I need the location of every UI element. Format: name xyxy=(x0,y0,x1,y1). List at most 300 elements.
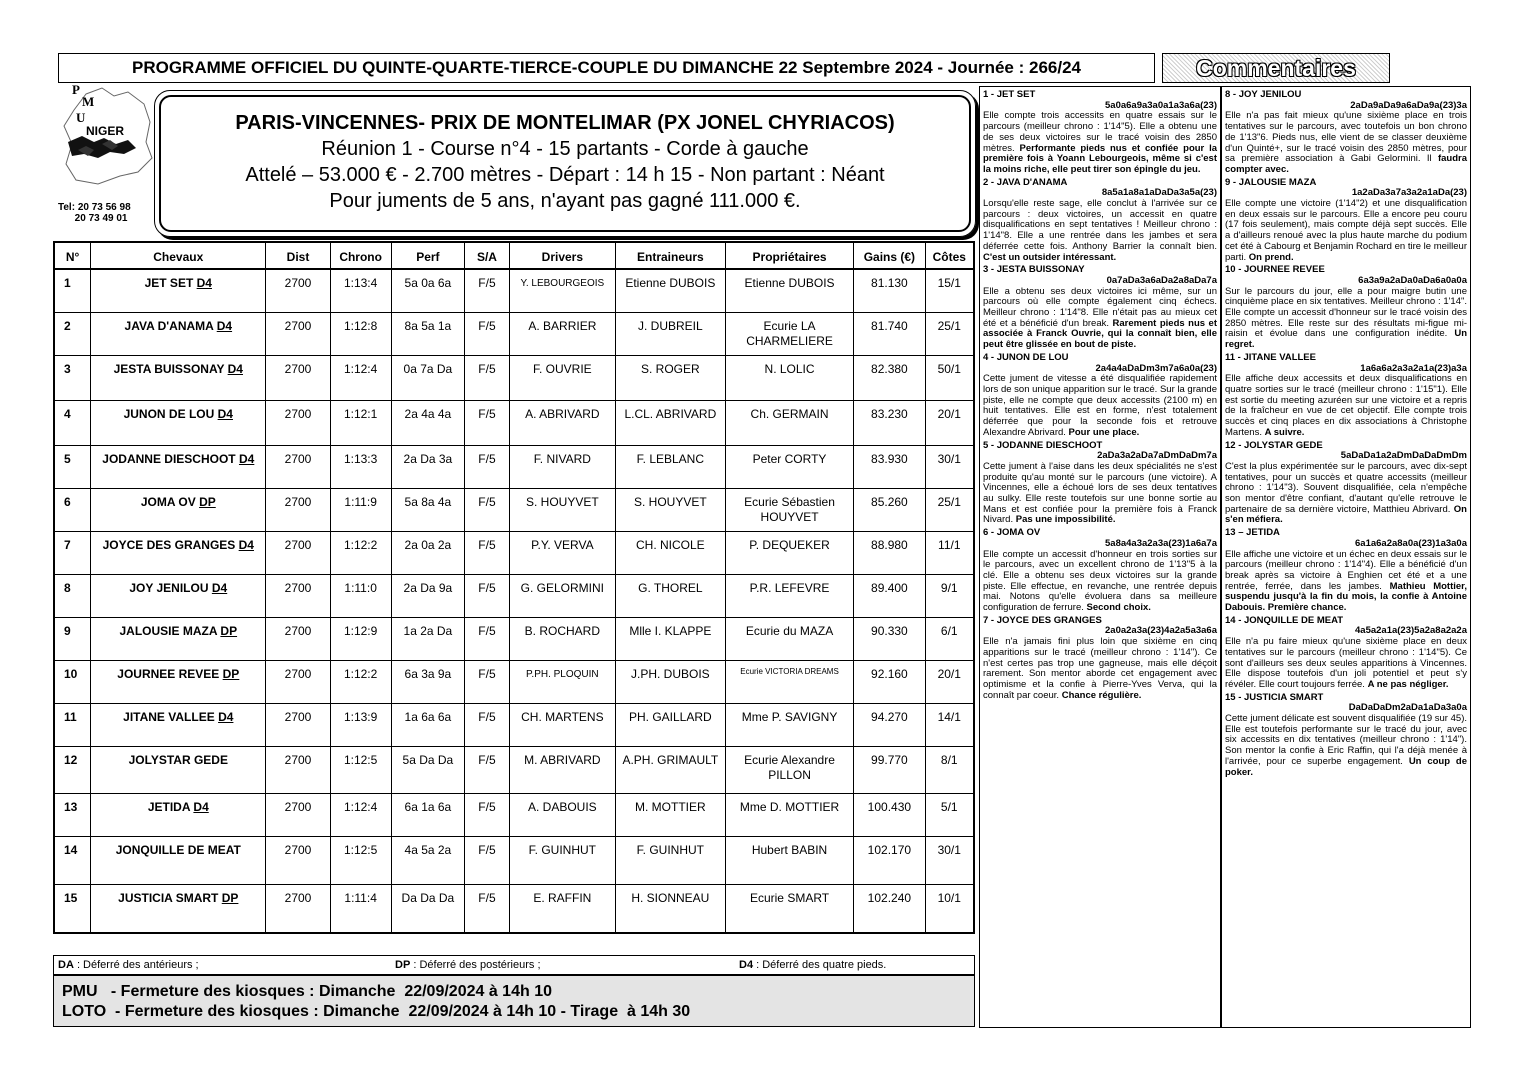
race-eligibility: Pour juments de 5 ans, n'ayant pas gagné 111.000 €. xyxy=(329,190,801,212)
horse-name-text: JITANE VALLEE xyxy=(123,710,215,724)
driver: A. BARRIER xyxy=(509,313,615,356)
horse-name xyxy=(91,446,266,489)
comment-horse-title: 11 - JITANE VALLEE xyxy=(1225,351,1316,363)
comment-horse-title: 3 - JESTA BUISSONAY xyxy=(983,264,1085,276)
horse-name xyxy=(91,837,266,885)
performance: 5a Da Da xyxy=(391,747,464,794)
earnings: 100.430 xyxy=(854,794,925,837)
horse-name xyxy=(91,661,266,704)
header-horses: Chevaux xyxy=(91,242,266,269)
performance: 5a 0a 6a xyxy=(391,269,464,313)
distance: 2700 xyxy=(266,661,330,704)
race-info-box xyxy=(154,90,976,237)
comment-verdict: faudra compter avec. xyxy=(1225,153,1467,175)
comment-entry xyxy=(983,616,1217,702)
comment-body: Cette jument de vitesse a été disqualifiée rapidement lors de son unique apparition sur le tracé. Sur la grande piste, elle ne compte que deux accessits (2100 m) en huit tentatives. Elle est en forme, n'est totalement déferrée que pour la seconde fois et retrouve Alexandre Abrivard. xyxy=(983,373,1217,438)
trainer: H. SIONNEAU xyxy=(615,885,725,933)
comment-body: Cette jument à l'aise dans les deux spécialités ne s'est produite qu'au monté sur le parcours (une victoire). A Vincennes, elle a échoué lors de ses deux tentatives au sulky. Elle reste toutefois sur une bonne sortie au Mans et est confiée pour la première fois à Franck Nivard. xyxy=(983,460,1217,526)
table-row xyxy=(54,661,974,704)
header-drivers: Drivers xyxy=(509,242,615,269)
odds: 20/1 xyxy=(925,661,974,704)
runner-number: 6 xyxy=(54,489,91,532)
horse-name xyxy=(91,794,266,837)
earnings: 92.160 xyxy=(854,661,925,704)
driver: F. GUINHUT xyxy=(509,837,615,885)
header-chrono: Chrono xyxy=(330,242,391,269)
comment-horse-title: 15 - JUSTICIA SMART xyxy=(1225,691,1324,703)
distance: 2700 xyxy=(266,401,330,446)
comment-body: Elle compte trois accessits en quatre essais sur le parcours (meilleur chrono : 1'14"5). Elle a obtenu une de ses deux victoires sur le tracé voisin des 2850 mètres. xyxy=(983,110,1217,154)
table-row xyxy=(54,401,974,446)
comment-form-code: 1a6a6a2a3a2a1a(23)a3a xyxy=(1360,362,1467,374)
comment-form-code: DaDaDaDm2aDa1aDa3a0a xyxy=(1348,702,1467,714)
sex-age: F/5 xyxy=(465,356,510,401)
shoeing-code: D4 xyxy=(227,362,243,376)
sex-age: F/5 xyxy=(465,618,510,661)
runner-number: 4 xyxy=(54,401,91,446)
driver: F. NIVARD xyxy=(509,446,615,489)
odds: 25/1 xyxy=(925,313,974,356)
table-row xyxy=(54,885,974,933)
comment-verdict: A ne pas négliger. xyxy=(1367,678,1449,690)
comment-verdict: A suivre. xyxy=(1264,426,1305,438)
sex-age: F/5 xyxy=(465,446,510,489)
earnings: 82.380 xyxy=(854,356,925,401)
distance: 2700 xyxy=(266,269,330,313)
chrono: 1:12:2 xyxy=(330,532,391,575)
comment-form-code: 2a4a4aDaDm3m7a6a0a(23) xyxy=(1095,362,1217,374)
horse-name-text: JODANNE DIESCHOOT xyxy=(102,452,236,466)
comment-verdict: On s'en méfiera. xyxy=(1225,503,1467,526)
header-sex-age: S/A xyxy=(465,242,510,269)
sex-age: F/5 xyxy=(465,661,510,704)
odds: 15/1 xyxy=(925,269,974,313)
runner-number: 10 xyxy=(54,661,91,704)
table-row xyxy=(54,269,974,313)
race-conditions: Attelé – 53.000 € - 2.700 mètres - Départ : 14 h 15 - Non partant : Néant xyxy=(245,164,885,186)
sex-age: F/5 xyxy=(465,532,510,575)
distance: 2700 xyxy=(266,704,330,747)
driver: Y. LEBOURGEOIS xyxy=(509,269,615,313)
sex-age: F/5 xyxy=(465,704,510,747)
comment-form-code: 4a5a2a1a(23)5a2a8a2a2a xyxy=(1355,625,1467,637)
comment-verdict: Pour une place. xyxy=(1068,426,1140,438)
comment-text xyxy=(983,111,1217,175)
comments-title: Commentaires xyxy=(1162,53,1390,83)
trainer: S. HOUYVET xyxy=(615,489,725,532)
logo-letter-u: U xyxy=(76,110,86,125)
comment-text xyxy=(1225,637,1467,691)
header-number: N° xyxy=(54,242,91,269)
trainer: J.PH. DUBOIS xyxy=(615,661,725,704)
horse-name xyxy=(91,356,266,401)
chrono: 1:12:4 xyxy=(330,356,391,401)
comment-form-code: 5aDaDa1a2aDmDaDaDmDm xyxy=(1340,450,1467,462)
comment-entry xyxy=(983,90,1217,176)
runner-number: 5 xyxy=(54,446,91,489)
owner: Ecurie Sébastien HOUYVET xyxy=(725,489,853,532)
trainer: F. GUINHUT xyxy=(615,837,725,885)
legend-da: DA : Déferré des antérieurs ; xyxy=(58,959,199,971)
horse-name xyxy=(91,747,266,794)
odds: 25/1 xyxy=(925,489,974,532)
performance: 1a 2a Da xyxy=(391,618,464,661)
performance: 2a 4a 4a xyxy=(391,401,464,446)
horse-name-text: JAVA D'ANAMA xyxy=(124,319,214,333)
runner-number: 12 xyxy=(54,747,91,794)
comments-column-left xyxy=(979,86,1221,1028)
sex-age: F/5 xyxy=(465,885,510,933)
runner-number: 13 xyxy=(54,794,91,837)
shoeing-code: D4 xyxy=(238,452,255,466)
owner: Hubert BABIN xyxy=(725,837,853,885)
comment-horse-title: 14 - JONQUILLE DE MEAT xyxy=(1225,614,1344,626)
odds: 9/1 xyxy=(925,575,974,618)
comment-entry xyxy=(1225,353,1467,439)
earnings: 99.770 xyxy=(854,747,925,794)
comment-horse-title: 7 - JOYCE DES GRANGES xyxy=(983,614,1102,626)
comment-text xyxy=(1225,199,1467,263)
performance: 4a 5a 2a xyxy=(391,837,464,885)
chrono: 1:11:9 xyxy=(330,489,391,532)
legend-d4: D4 : Déferré des quatre pieds. xyxy=(739,959,887,971)
chrono: 1:11:4 xyxy=(330,885,391,933)
horse-name xyxy=(91,885,266,933)
horse-name xyxy=(91,489,266,532)
horse-name-text: JUSTICIA SMART xyxy=(118,891,219,905)
header-owners: Propriétaires xyxy=(725,242,853,269)
comment-form-code: 1a2aDa3a7a3a2a1aDa(23) xyxy=(1351,187,1467,199)
comment-horse-title: 1 - JET SET xyxy=(983,89,1036,100)
pmu-niger-logo xyxy=(58,82,154,224)
earnings: 85.260 xyxy=(854,489,925,532)
sex-age: F/5 xyxy=(465,794,510,837)
comment-entry xyxy=(983,265,1217,351)
comment-body: Elle compte une victoire (1'14"2) et une disqualification en deux essais sur le parcours. Elle a encore peu couru (17 fois seulement), mais compte déjà sept succès. Elle a d'ailleurs renoué avec la plus haute marche du podium cet été à Cabourg et Benjamin Rochard en tire le meilleur parti. xyxy=(1225,198,1467,263)
comment-verdict: Pas une impossibilité. xyxy=(1015,514,1116,526)
comment-body: C'est la plus expérimentée sur le parcours, avec dix-sept tentatives, pour un succès et quatre accessits (meilleur chrono : 1'14"3). Souvent disqualifiée, cela n'empêche son mentor d'être confiant, d'autant qu'elle retrouve le partenaire de sa dernière victoire, Matthieu Abrivard. xyxy=(1225,460,1467,515)
horse-name-text: JET SET xyxy=(144,276,194,290)
comment-text xyxy=(1225,374,1467,438)
comment-entry xyxy=(983,441,1217,527)
earnings: 81.130 xyxy=(854,269,925,313)
trainer: Etienne DUBOIS xyxy=(615,269,725,313)
horse-name xyxy=(91,313,266,356)
comment-form-code: 8a5a1a8a1aDaDa3a5a(23) xyxy=(1101,187,1217,199)
comment-text xyxy=(983,462,1217,526)
horse-name xyxy=(91,704,266,747)
horse-name-text: JUNON DE LOU xyxy=(123,407,215,421)
runner-number: 3 xyxy=(54,356,91,401)
comment-text xyxy=(1225,111,1467,175)
owner: P. DEQUEKER xyxy=(725,532,853,575)
chrono: 1:13:9 xyxy=(330,704,391,747)
driver: A. ABRIVARD xyxy=(509,401,615,446)
earnings: 102.240 xyxy=(854,885,925,933)
owner: Ecurie VICTORIA DREAMS xyxy=(725,661,853,704)
driver: A. DABOUIS xyxy=(509,794,615,837)
comment-verdict: Un coup de poker. xyxy=(1225,755,1467,778)
comment-horse-title: 13 – JETIDA xyxy=(1225,527,1280,539)
horse-name-text: JOMA OV xyxy=(140,495,196,509)
sex-age: F/5 xyxy=(465,313,510,356)
runner-number: 11 xyxy=(54,704,91,747)
table-row xyxy=(54,313,974,356)
comment-horse-title: 9 - JALOUSIE MAZA xyxy=(1225,176,1317,188)
odds: 11/1 xyxy=(925,532,974,575)
distance: 2700 xyxy=(266,837,330,885)
comment-text xyxy=(983,287,1217,351)
comment-verdict: Un regret. xyxy=(1225,328,1467,351)
driver: E. RAFFIN xyxy=(509,885,615,933)
header-distance: Dist xyxy=(266,242,330,269)
comment-entry xyxy=(983,353,1217,439)
owner: Mme P. SAVIGNY xyxy=(725,704,853,747)
comment-entry xyxy=(1225,616,1467,691)
sex-age: F/5 xyxy=(465,401,510,446)
driver: CH. MARTENS xyxy=(509,704,615,747)
performance: 8a 5a 1a xyxy=(391,313,464,356)
comment-form-code: 6a1a6a2a8a0a(23)1a3a0a xyxy=(1355,537,1467,549)
trainer: A.PH. GRIMAULT xyxy=(615,747,725,794)
comment-form-code: 5a0a6a9a3a0a1a3a6a(23) xyxy=(1105,99,1217,111)
comment-verdict: Mathieu Mottier, suspendu jusqu'à la fin du mois, la confie à Antoine Dabouis. Première chance. xyxy=(1225,580,1467,614)
earnings: 102.170 xyxy=(854,837,925,885)
earnings: 83.930 xyxy=(854,446,925,489)
performance: 0a 7a Da xyxy=(391,356,464,401)
odds: 6/1 xyxy=(925,618,974,661)
trainer: Mlle I. KLAPPE xyxy=(615,618,725,661)
distance: 2700 xyxy=(266,575,330,618)
earnings: 94.270 xyxy=(854,704,925,747)
comment-entry xyxy=(1225,178,1467,264)
niger-map-icon xyxy=(58,84,154,202)
shoeing-code: D4 xyxy=(218,710,234,724)
trainer: M. MOTTIER xyxy=(615,794,725,837)
shoeing-code: D4 xyxy=(217,407,233,421)
comment-horse-title: 2 - JAVA D'ANAMA xyxy=(983,176,1068,188)
earnings: 88.980 xyxy=(854,532,925,575)
comment-horse-title: 5 - JODANNE DIESCHOOT xyxy=(983,439,1103,451)
runner-number: 1 xyxy=(54,269,91,313)
distance: 2700 xyxy=(266,747,330,794)
driver: G. GELORMINI xyxy=(509,575,615,618)
table-row xyxy=(54,532,974,575)
legend-dp: DP : Déferré des postérieurs ; xyxy=(395,959,541,971)
comment-body: Elle n'a pu faire mieux qu'une sixième place en deux tentatives sur le parcours (meilleur chrono : 1'14"5). Ce sont d'ailleurs ses deux seules apparitions à Vincennes. Elle dispose toutefois d'un joli potentiel et peut s'y révéler. Elle court toujours ferrée. xyxy=(1225,636,1467,690)
owner: N. LOLIC xyxy=(725,356,853,401)
header-odds: Côtes xyxy=(925,242,974,269)
odds: 50/1 xyxy=(925,356,974,401)
comment-body: Elle affiche une victoire et un échec en deux essais sur le parcours (meilleur chrono : 1'14"4). Elle a bénéficié d'un break après sa victoire à Enghien cet été et a une rentrée, ferrée, dans les jambes. xyxy=(1225,548,1467,592)
chrono: 1:12:8 xyxy=(330,313,391,356)
chrono: 1:11:0 xyxy=(330,575,391,618)
table-row xyxy=(54,747,974,794)
odds: 30/1 xyxy=(925,837,974,885)
owner: Ecurie SMART xyxy=(725,885,853,933)
sex-age: F/5 xyxy=(465,489,510,532)
distance: 2700 xyxy=(266,446,330,489)
owner: Ecurie LA CHARMELIERE xyxy=(725,313,853,356)
comment-body: Cette jument délicate est souvent disqualifiée (19 sur 45). Elle est toutefois performante sur le tracé du jour, avec six accessits en dix tentatives (meilleur chrono : 1'14"). Son mentor la confie à Eric Raffin, qui l'a déjà menée à l'arrivée, pour ce superbe engagement. xyxy=(1225,713,1467,767)
race-meeting: Réunion 1 - Course n°4 - 15 partants - Corde à gauche xyxy=(321,138,809,160)
comment-form-code: 0a7aDa3a6aDa2a8aDa7a xyxy=(1106,274,1217,286)
trainer: S. ROGER xyxy=(615,356,725,401)
chrono: 1:12:5 xyxy=(330,837,391,885)
comment-verdict: Rarement pieds nus et associée à Franck Ouvrie, qui la connaît bien, elle peut être glissée en bout de piste. xyxy=(983,317,1217,351)
performance: 2a Da 3a xyxy=(391,446,464,489)
performance: 6a 1a 6a xyxy=(391,794,464,837)
comment-verdict: C'est un outsider intéressant. xyxy=(983,251,1117,263)
table-header-row xyxy=(54,242,974,269)
comment-body: Lorsqu'elle reste sage, elle conclut à l'arrivée sur ce parcours : deux victoires, un accessit en quatre disqualifications en sept tentatives ! Meilleur chrono : 1'14"8. Elle a une rentrée dans les jambes et sera déferrée cette fois. Anthony Barrier la connaît bien. xyxy=(983,198,1217,252)
owner: Peter CORTY xyxy=(725,446,853,489)
trainer: L.CL. ABRIVARD xyxy=(615,401,725,446)
comment-body: Elle n'a jamais fini plus loin que sixième en cinq apparitions sur le tracé (meilleur chrono : 1'14"). Ce n'est certes pas trop une gagneuse, mais elle déçoit rarement. Son mentor aborde cet engagement avec optimisme et la confie à Pierre-Yves Verva, qui la connaît par coeur. xyxy=(983,636,1217,701)
shoeing-code: D4 xyxy=(193,800,209,814)
owner: P.R. LEFEVRE xyxy=(725,575,853,618)
comment-text xyxy=(983,199,1217,263)
performance: 1a 6a 6a xyxy=(391,704,464,747)
distance: 2700 xyxy=(266,618,330,661)
distance: 2700 xyxy=(266,794,330,837)
runner-number: 14 xyxy=(54,837,91,885)
shoeing-code: DP xyxy=(220,624,238,638)
horse-name-text: JONQUILLE DE MEAT xyxy=(115,843,241,857)
closing-times-box xyxy=(53,975,975,1027)
comment-entry xyxy=(1225,90,1467,176)
performance: Da Da Da xyxy=(391,885,464,933)
trainer: CH. NICOLE xyxy=(615,532,725,575)
chrono: 1:12:2 xyxy=(330,661,391,704)
horse-name-text: JOY JENILOU xyxy=(129,581,209,595)
odds: 30/1 xyxy=(925,446,974,489)
logo-letter-m: M xyxy=(82,94,95,109)
odds: 10/1 xyxy=(925,885,974,933)
comment-entry xyxy=(1225,265,1467,351)
table-row xyxy=(54,446,974,489)
header-earnings: Gains (€) xyxy=(854,242,925,269)
distance: 2700 xyxy=(266,356,330,401)
shoeing-code: DP xyxy=(221,891,239,905)
programme-title: PROGRAMME OFFICIEL DU QUINTE-QUARTE-TIERCE-COUPLE DU DIMANCHE 22 Septembre 2024 - Journée : 266/24 xyxy=(58,53,1155,83)
runners-table xyxy=(53,241,975,934)
horse-name xyxy=(91,269,266,313)
chrono: 1:12:5 xyxy=(330,747,391,794)
comment-text xyxy=(1225,550,1467,614)
driver: B. ROCHARD xyxy=(509,618,615,661)
runner-number: 9 xyxy=(54,618,91,661)
table-row xyxy=(54,704,974,747)
horse-name-text: JALOUSIE MAZA xyxy=(119,624,218,638)
runner-number: 2 xyxy=(54,313,91,356)
shoeing-code: DP xyxy=(199,495,216,509)
sex-age: F/5 xyxy=(465,575,510,618)
odds: 5/1 xyxy=(925,794,974,837)
driver: P.PH. PLOQUIN xyxy=(509,661,615,704)
table-row xyxy=(54,356,974,401)
chrono: 1:13:4 xyxy=(330,269,391,313)
comment-body: Elle a obtenu ses deux victoires ici même, sur un parcours où elle compte également cinq échecs. Meilleur chrono : 1'14"8. Elle n'était pas au mieux cet été et a bénéficié d'un break. xyxy=(983,285,1217,329)
horse-name-text: JETIDA xyxy=(147,800,191,814)
comment-text xyxy=(983,550,1217,614)
race-title: PARIS-VINCENNES- PRIX DE MONTELIMAR (PX JONEL CHYRIACOS) xyxy=(235,112,895,134)
chrono: 1:12:4 xyxy=(330,794,391,837)
loto-closing: LOTO - Fermeture des kiosques : Dimanche 22/09/2024 à 14h 10 - Tirage à 14h 30 xyxy=(62,1003,691,1020)
comment-verdict: On prend. xyxy=(1248,251,1294,263)
earnings: 90.330 xyxy=(854,618,925,661)
comment-form-code: 2a0a2a3a(23)4a2a5a3a6a xyxy=(1105,625,1217,637)
comment-text xyxy=(1225,462,1467,526)
race-info-inner xyxy=(159,95,971,232)
comment-text xyxy=(1225,714,1467,778)
table-row xyxy=(54,618,974,661)
comment-entry xyxy=(983,528,1217,614)
driver: F. OUVRIE xyxy=(509,356,615,401)
comment-body: Sur le parcours du jour, elle a pour maigre butin une cinquième place en six tentatives. Meilleur chrono : 1'14". Elle compte un accessit d'honneur sur le tracé voisin des 2850 mètres. Elle reste sur des résultats mi-figue mi-raisin et évolue dans une configuration inédite. xyxy=(1225,285,1467,340)
performance: 5a 8a 4a xyxy=(391,489,464,532)
comment-verdict: Second choix. xyxy=(1086,602,1151,614)
performance: 6a 3a 9a xyxy=(391,661,464,704)
comment-text xyxy=(983,637,1217,701)
driver: M. ABRIVARD xyxy=(509,747,615,794)
comment-body: Elle n'a pas fait mieux qu'une sixième place en trois tentatives sur le parcours, avec toutefois un bon chrono de 1'13"6. Pieds nus, elle vient de se classer deuxième d'un Quinté+, sur le tracé voisin des 2850 mètres, pour sa première association à Gabi Gelormini. Il xyxy=(1225,110,1467,165)
horse-name xyxy=(91,618,266,661)
horse-name xyxy=(91,401,266,446)
pmu-closing: PMU - Fermeture des kiosques : Dimanche 22/09/2024 à 14h 10 xyxy=(62,983,552,1000)
comment-entry xyxy=(983,178,1217,264)
comment-form-code: 2aDa3a2aDa7aDmDaDm7a xyxy=(1097,450,1217,462)
horse-name-text: JOLYSTAR GEDE xyxy=(128,753,228,767)
comment-text xyxy=(1225,287,1467,351)
sex-age: F/5 xyxy=(465,837,510,885)
owner: Ch. GERMAIN xyxy=(725,401,853,446)
distance: 2700 xyxy=(266,489,330,532)
comment-form-code: 5a8a4a3a2a3a(23)1a6a7a xyxy=(1105,537,1217,549)
shoeing-code: D4 xyxy=(216,319,233,333)
earnings: 83.230 xyxy=(854,401,925,446)
shoeing-legend xyxy=(53,955,975,975)
owner: Ecurie du MAZA xyxy=(725,618,853,661)
driver: P.Y. VERVA xyxy=(509,532,615,575)
owner: Ecurie Alexandre PILLON xyxy=(725,747,853,794)
trainer: J. DUBREIL xyxy=(615,313,725,356)
comment-text xyxy=(983,374,1217,438)
comment-form-code: 2aDa9aDa9a6aDa9a(23)3a xyxy=(1350,99,1467,111)
earnings: 81.740 xyxy=(854,313,925,356)
distance: 2700 xyxy=(266,885,330,933)
header-performance: Perf xyxy=(391,242,464,269)
table-row xyxy=(54,837,974,885)
comment-verdict: Performante pieds nus et confiée pour la première fois à Yoann Lebourgeois, même si c'est la moins riche, elle peut tirer son épingle du jeu. xyxy=(983,142,1218,175)
owner: Mme D. MOTTIER xyxy=(725,794,853,837)
sex-age: F/5 xyxy=(465,269,510,313)
comment-horse-title: 10 - JOURNEE REVEE xyxy=(1225,264,1325,276)
shoeing-code: DP xyxy=(222,667,240,681)
logo-letter-p: P xyxy=(72,82,80,97)
runner-number: 8 xyxy=(54,575,91,618)
driver: S. HOUYVET xyxy=(509,489,615,532)
shoeing-code: D4 xyxy=(211,581,228,595)
horse-name-text: JOURNEE REVEE xyxy=(117,667,220,681)
performance: 2a 0a 2a xyxy=(391,532,464,575)
runner-number: 15 xyxy=(54,885,91,933)
distance: 2700 xyxy=(266,313,330,356)
earnings: 89.400 xyxy=(854,575,925,618)
comment-verdict: Chance régulière. xyxy=(1061,689,1142,701)
chrono: 1:13:3 xyxy=(330,446,391,489)
horse-name-text: JOYCE DES GRANGES xyxy=(102,538,236,552)
